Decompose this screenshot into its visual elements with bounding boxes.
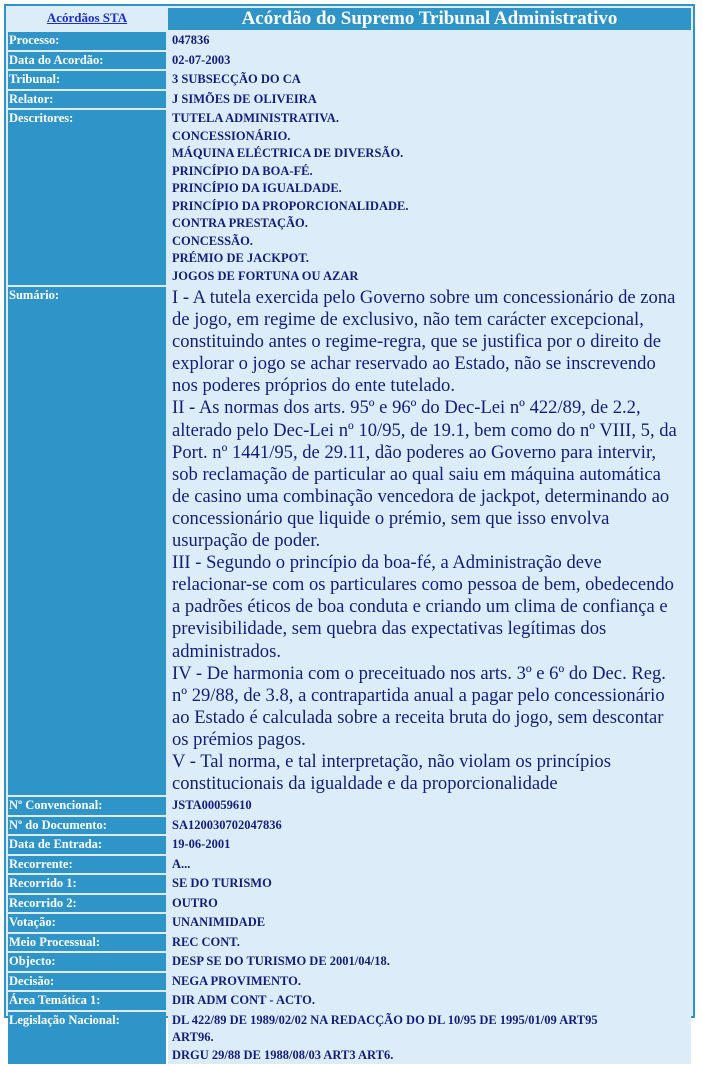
row-sumario — [8, 287, 691, 795]
row-area-tematica — [8, 992, 691, 1010]
value-tribunal: 3 SUBSECÇÃO DO CA — [168, 71, 691, 89]
row-data-acordao — [8, 52, 691, 70]
value-meio-processual: REC CONT. — [168, 934, 691, 952]
row-votacao — [8, 914, 691, 932]
row-recorrente — [8, 856, 691, 874]
label-data-acordao: Data do Acordão: — [8, 52, 166, 70]
label-area-tematica: Área Temática 1: — [8, 992, 166, 1010]
document-frame — [4, 4, 695, 1062]
label-relator: Relator: — [8, 91, 166, 109]
value-legislacao: DL 422/89 DE 1989/02/02 NA REDACÇÃO DO DL 10/95 DE 1995/01/09 ART95 ART96. DRGU 29/88 DE 1988/08/03 ART3 ART6. — [168, 1012, 691, 1065]
value-decisao: NEGA PROVIMENTO. — [168, 973, 691, 991]
header-link-cell — [8, 8, 166, 30]
label-objecto: Objecto: — [8, 953, 166, 971]
row-objecto — [8, 953, 691, 971]
row-n-documento — [8, 817, 691, 835]
label-decisao: Decisão: — [8, 973, 166, 991]
value-descritores: TUTELA ADMINISTRATIVA. CONCESSIONÁRIO. MÁQUINA ELÉCTRICA DE DIVERSÃO. PRINCÍPIO DA BOA-FÉ. PRINCÍPIO DA IGUALDADE. PRINCÍPIO DA PROPORCIONALIDADE. CONTRA PRESTAÇÃO. CONCESSÃO. PRÉMIO DE JACKPOT. JOGOS DE FORTUNA OU AZAR — [168, 110, 691, 285]
header-row — [8, 8, 691, 30]
label-processo: Processo: — [8, 32, 166, 50]
row-recorrido-2 — [8, 895, 691, 913]
row-meio-processual — [8, 934, 691, 952]
label-recorrente: Recorrente: — [8, 856, 166, 874]
page-title: Acórdão do Supremo Tribunal Administrativo — [168, 8, 691, 30]
label-n-documento: Nº do Documento: — [8, 817, 166, 835]
label-data-entrada: Data de Entrada: — [8, 836, 166, 854]
label-sumario: Sumário: — [8, 287, 166, 795]
value-data-entrada: 19-06-2001 — [168, 836, 691, 854]
value-votacao: UNANIMIDADE — [168, 914, 691, 932]
label-legislacao: Legislação Nacional: — [8, 1012, 166, 1065]
value-recorrido-2: OUTRO — [168, 895, 691, 913]
value-recorrente: A... — [168, 856, 691, 874]
value-area-tematica: DIR ADM CONT - ACTO. — [168, 992, 691, 1010]
acordaos-sta-link[interactable]: Acórdãos STA — [46, 10, 128, 25]
value-objecto: DESP SE DO TURISMO DE 2001/04/18. — [168, 953, 691, 971]
row-relator — [8, 91, 691, 109]
value-n-convencional: JSTA00059610 — [168, 797, 691, 815]
label-recorrido-1: Recorrido 1: — [8, 875, 166, 893]
label-meio-processual: Meio Processual: — [8, 934, 166, 952]
row-tribunal — [8, 71, 691, 89]
label-tribunal: Tribunal: — [8, 71, 166, 89]
value-relator: J SIMÕES DE OLIVEIRA — [168, 91, 691, 109]
row-data-entrada — [8, 836, 691, 854]
value-data-acordao: 02-07-2003 — [168, 52, 691, 70]
row-decisao — [8, 973, 691, 991]
row-n-convencional — [8, 797, 691, 815]
label-recorrido-2: Recorrido 2: — [8, 895, 166, 913]
row-legislacao — [8, 1012, 691, 1065]
label-votacao: Votação: — [8, 914, 166, 932]
value-processo: 047836 — [168, 32, 691, 50]
acordao-table — [6, 6, 693, 1066]
value-sumario: I - A tutela exercida pelo Governo sobre um concessionário de zona de jogo, em regime de exclusivo, não tem carácter excepcional, constituindo antes o regime-regra, que se justifica por o direito de explorar o jogo se achar reservado ao Estado, não se inscrevendo nos poderes próprios do ente tutelado. II - As normas dos arts. 95º e 96º do Dec-Lei nº 422/89, de 2.2, alterado pelo Dec-Lei nº 10/95, de 19.1, bem como do nº VIII, 5, da Port. nº 1441/95, de 29.11, dão poderes ao Governo para intervir, sob reclamação de particular ao qual saiu em máquina automática de casino uma combinação vencedora de jackpot, determinando ao concessionário que liquide o prémio, sem que isso envolva usurpação de poder. III - Segundo o princípio da boa-fé, a Administração deve relacionar-se com os particulares como pessoa de bem, obedecendo a padrões éticos de boa conduta e criando um clima de confiança e previsibilidade, sem quebra das expectativas legítimas dos administrados. IV - De harmonia com o preceituado nos arts. 3º e 6º do Dec. Reg. nº 29/88, de 3.8, a contrapartida anual a pagar pelo concessionário ao Estado é calculada sobre a receita bruta do jogo, sem descontar os prémios pagos. V - Tal norma, e tal interpretação, não violam os princípios constitucionais da igualdade e da proporcionalidade — [172, 287, 677, 795]
label-descritores: Descritores: — [8, 110, 166, 285]
value-recorrido-1: SE DO TURISMO — [168, 875, 691, 893]
row-recorrido-1 — [8, 875, 691, 893]
label-n-convencional: Nº Convencional: — [8, 797, 166, 815]
value-n-documento: SA120030702047836 — [168, 817, 691, 835]
row-descritores — [8, 110, 691, 285]
row-processo — [8, 32, 691, 50]
